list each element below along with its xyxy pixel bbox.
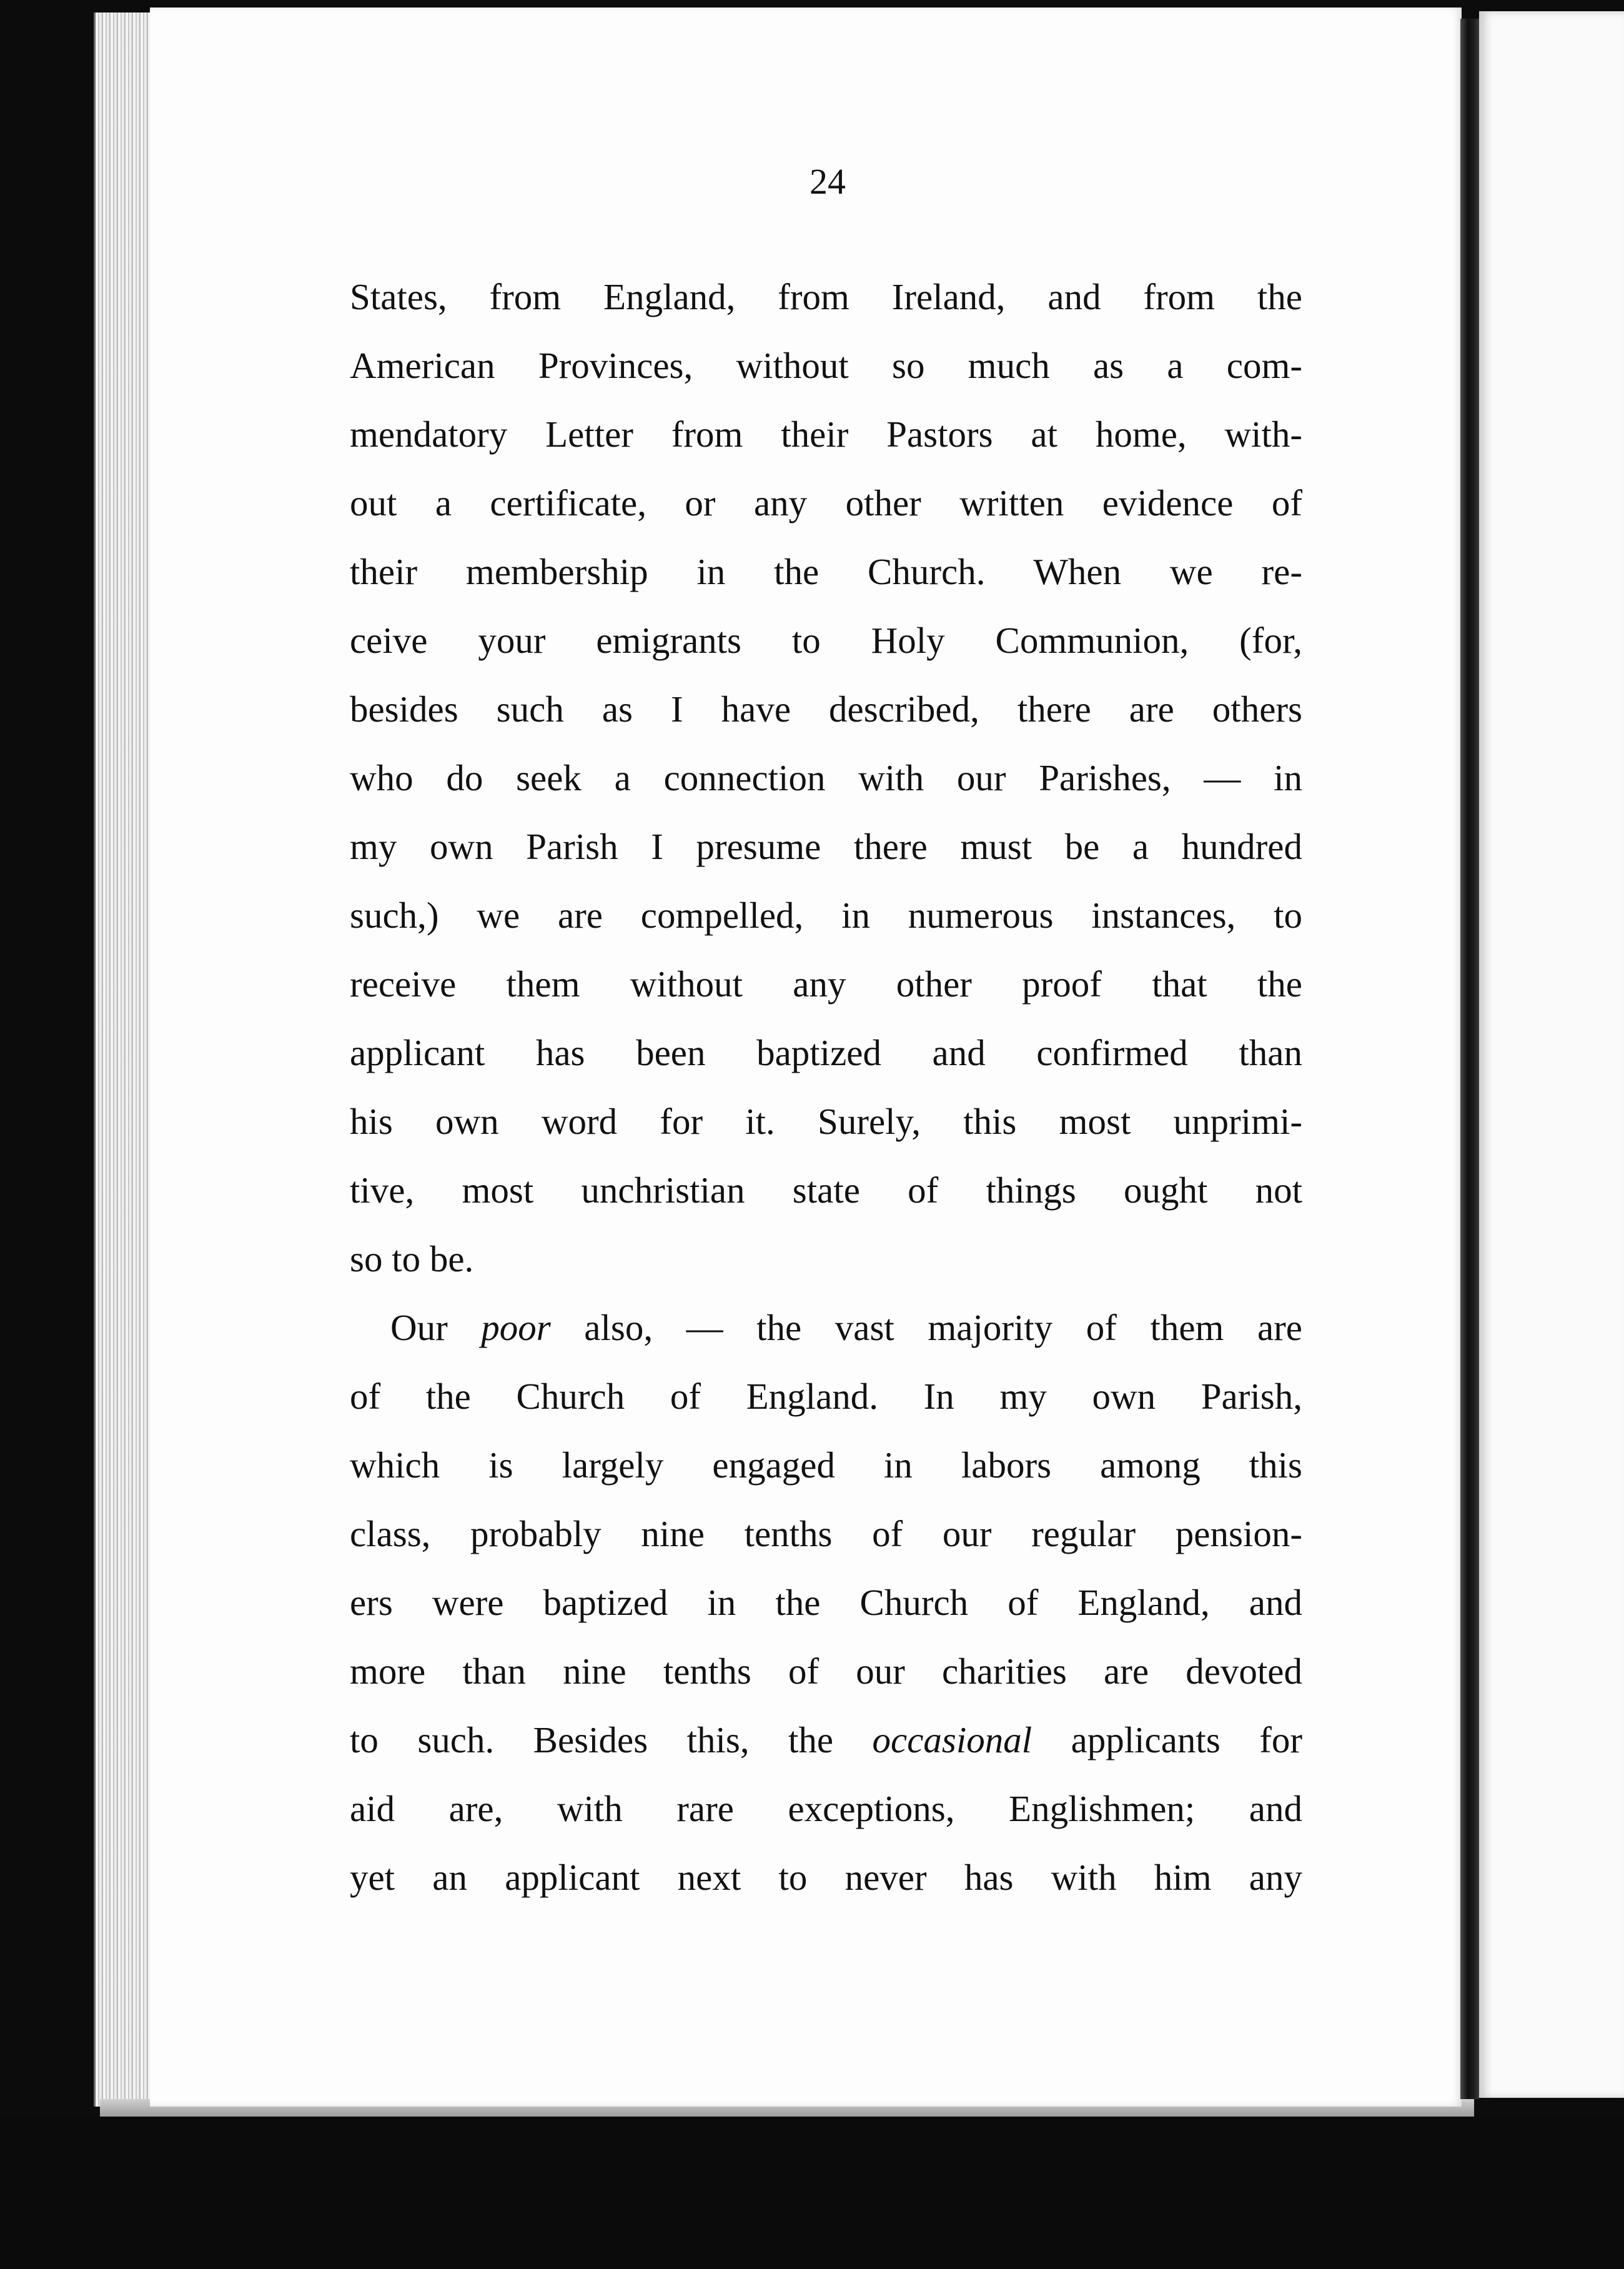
text-line: mendatory Letter from their Pastors at home, with- — [350, 414, 1302, 455]
italic-text: occasional — [872, 1719, 1032, 1760]
text-line: American Provinces, without so much as a com- — [350, 345, 1302, 386]
text-line: ers were baptized in the Church of England, and — [350, 1582, 1302, 1623]
text-line: so to be. — [350, 1238, 474, 1279]
book-page-edges — [94, 12, 155, 2107]
text-line: which is largely engaged in labors among this — [350, 1444, 1302, 1486]
body-text — [350, 262, 1302, 1912]
text-line: aid are, with rare exceptions, Englishmen; and — [350, 1788, 1302, 1829]
text-run: applicants for — [1032, 1719, 1302, 1760]
text-line: more than nine tenths of our charities are devoted — [350, 1651, 1302, 1692]
text-line: his own word for it. Surely, this most unprimi- — [350, 1101, 1302, 1142]
page-number: 24 — [810, 161, 846, 202]
text-line: yet an applicant next to never has with him any — [350, 1857, 1302, 1898]
facing-page — [1479, 11, 1624, 2098]
text-line: applicant has been baptized and confirmed than — [350, 1032, 1302, 1073]
text-run: also, — the vast majority of them are — [550, 1307, 1302, 1348]
scan-background — [0, 2117, 1624, 2269]
text-line: States, from England, from Ireland, and from the — [350, 276, 1302, 317]
text-line: besides such as I have described, there are others — [350, 688, 1302, 730]
text-line: their membership in the Church. When we re- — [350, 551, 1302, 592]
text-line: such,) we are compelled, in numerous instances, to — [350, 895, 1302, 936]
text-line: of the Church of England. In my own Parish, — [350, 1376, 1302, 1417]
text-run: Our — [390, 1307, 482, 1348]
italic-text: poor — [481, 1307, 551, 1348]
text-line: receive them without any other proof that the — [350, 963, 1302, 1005]
text-line: my own Parish I presume there must be a hundred — [350, 826, 1302, 867]
text-line: out a certificate, or any other written evidence of — [350, 482, 1302, 524]
text-line — [350, 1705, 1302, 1774]
text-line — [350, 1293, 1302, 1362]
text-line: tive, most unchristian state of things ought not — [350, 1169, 1302, 1211]
text-run: to such. Besides this, the — [350, 1719, 873, 1760]
text-line: ceive your emigrants to Holy Communion, (for, — [350, 620, 1302, 661]
text-line: who do seek a connection with our Parishes, — in — [350, 757, 1302, 798]
text-line: class, probably nine tenths of our regular pension- — [350, 1513, 1302, 1554]
page-gutter — [1460, 19, 1479, 2099]
